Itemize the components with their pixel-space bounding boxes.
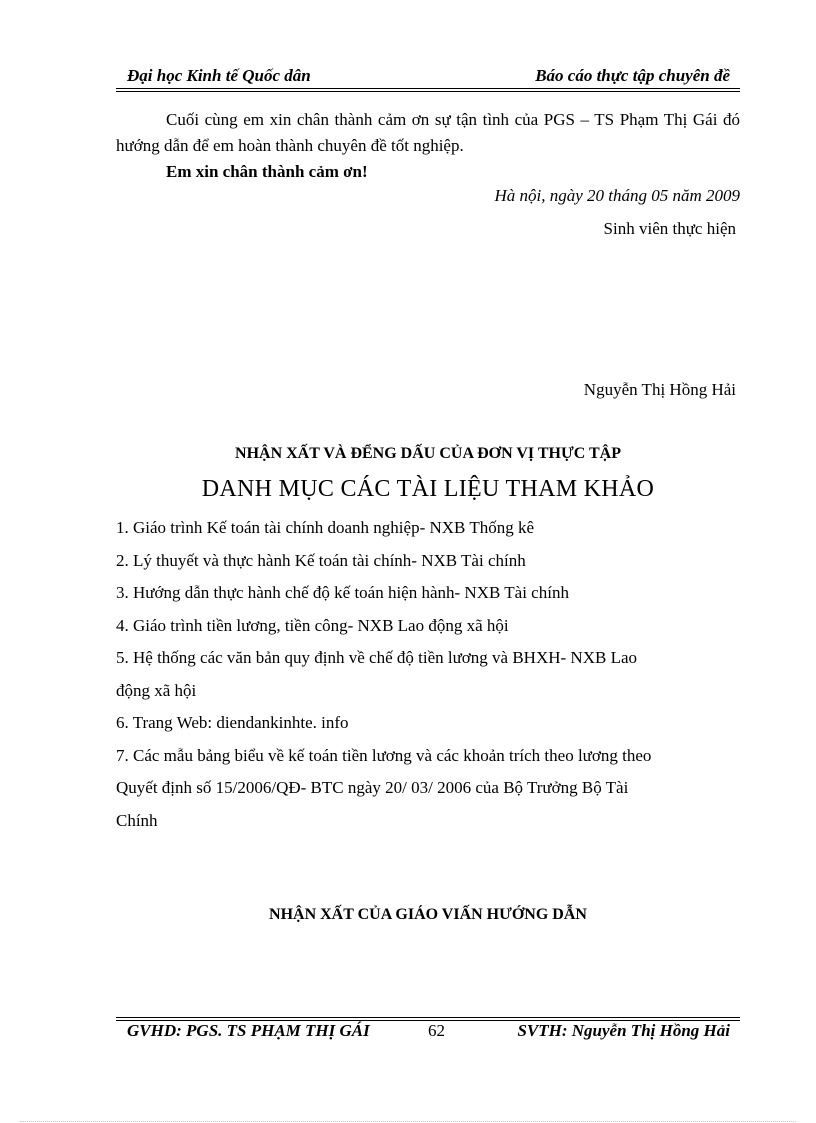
footer-divider-thin (116, 1017, 740, 1018)
header-university: Đại học Kinh tế Quốc dân (127, 66, 311, 85)
references-title: DANH MỤC CÁC TÀI LIỆU THAM KHẢO (201, 476, 655, 502)
header-divider (116, 88, 740, 89)
advisor-heading: NHẬN XẤT CỦA GIÁO VIẤN HƯỚNG DẪN (269, 906, 587, 923)
reference-item: 5. Hệ thống các văn bản quy định về chế độ tiền lương và BHXH- NXB Lao (116, 648, 637, 667)
reference-item: Chính (116, 810, 158, 830)
footer-advisor: GVHD: PGS. TS PHẠM THỊ GÁI (127, 1021, 370, 1040)
page-number: 62 (428, 1021, 445, 1040)
footer-student: SVTH: Nguyễn Thị Hồng Hải (517, 1021, 730, 1040)
reference-item: 2. Lý thuyết và thực hành Kế toán tài chính- NXB Tài chính (116, 550, 526, 570)
page-edge-divider (20, 1121, 796, 1122)
reference-item: 1. Giáo trình Kế toán tài chính doanh nghiệp- NXB Thống kê (116, 518, 534, 537)
intern-unit-heading: NHẬN XẤT VÀ ĐỂNG DẤU CỦA ĐƠN VỊ THỰC TẬP (235, 445, 621, 462)
reference-item: 4. Giáo trình tiền lương, tiền công- NXB Lao động xã hội (116, 615, 509, 635)
date-line: Hà nội, ngày 20 tháng 05 năm 2009 (494, 186, 740, 205)
header-report-type: Báo cáo thực tập chuyên đề (535, 66, 730, 85)
acknowledgement-paragraph: Cuối cùng em xin chân thành cảm ơn sự tận tình của PGS – TS Phạm Thị Gái đó hướng dẫn để em hoàn thành chuyên đề tốt nghiệp. (116, 110, 740, 155)
reference-item: Quyết định số 15/2006/QĐ- BTC ngày 20/ 03/ 2006 của Bộ Trưởng Bộ Tài (116, 778, 629, 797)
reference-item: động xã hội (116, 680, 197, 700)
thanks-line: Em xin chân thành cảm ơn! (166, 162, 368, 181)
references-list (116, 512, 740, 837)
reference-item: 7. Các mẫu bảng biểu về kế toán tiền lương và các khoản trích theo lương theo (116, 745, 652, 765)
reference-item: 3. Hướng dẫn thực hành chế độ kế toán hiện hành- NXB Tài chính (116, 583, 569, 602)
reference-item: 6. Trang Web: diendankinhte. info (116, 713, 349, 732)
signer-name: Nguyễn Thị Hồng Hải (583, 380, 736, 399)
header-divider-thin (116, 91, 740, 92)
signer-role: Sinh viên thực hiện (603, 219, 736, 238)
